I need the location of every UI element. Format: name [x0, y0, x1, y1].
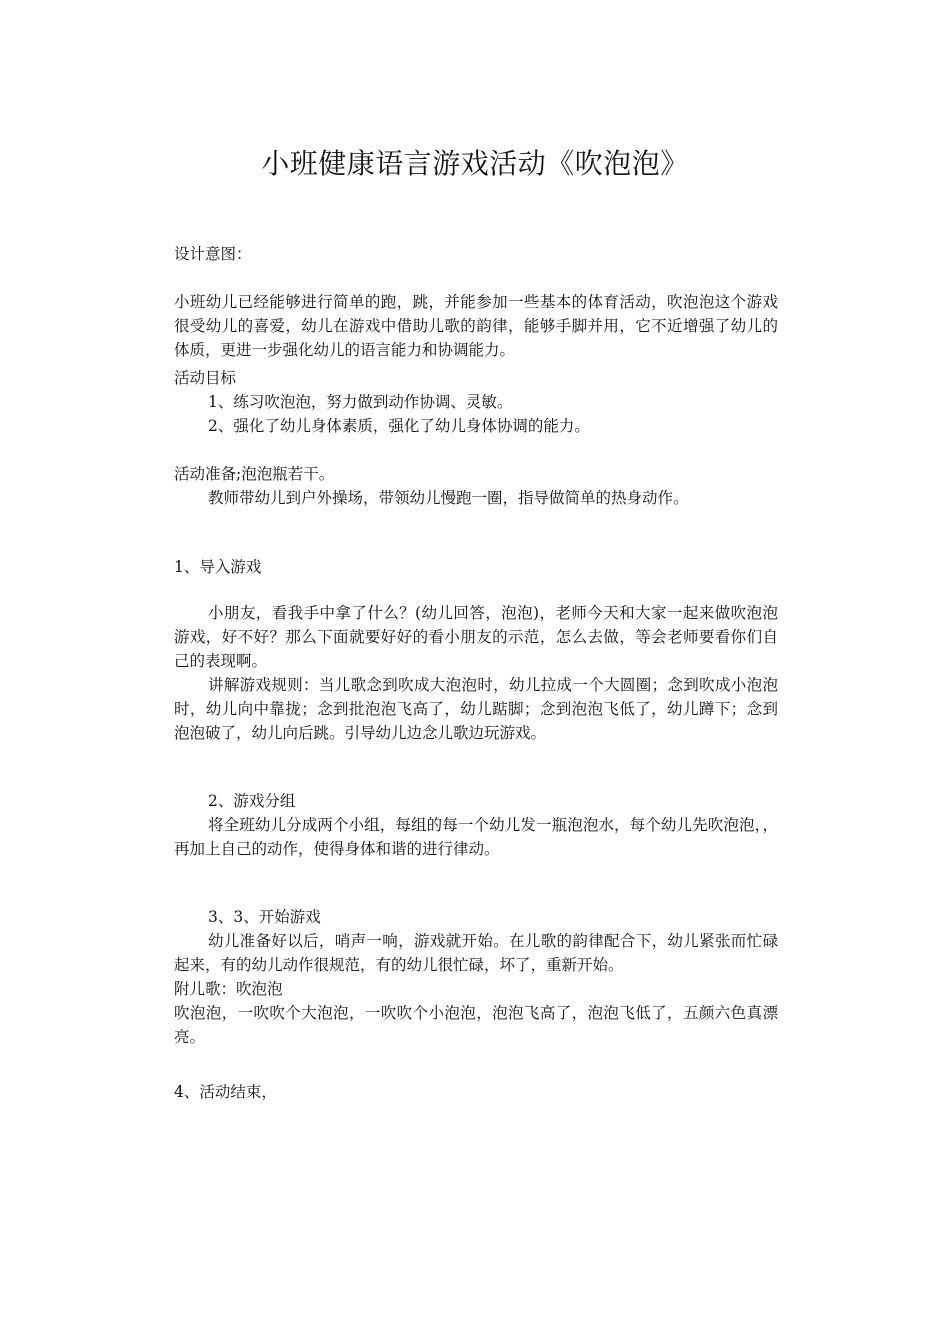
section-heading-intro: 1、导入游戏	[174, 558, 262, 576]
preparation-line: 活动准备;泡泡瓶若干。	[174, 465, 335, 483]
song-heading: 附儿歌：吹泡泡	[174, 980, 283, 998]
goals-heading: 活动目标	[174, 369, 237, 387]
song-lyrics: 吹泡泡，一吹吹个大泡泡，一吹吹个小泡泡，泡泡飞高了，泡泡飞低了，五颜六色真漂亮。	[174, 1004, 778, 1046]
intro-paragraph: 小朋友，看我手中拿了什么？(幼儿回答，泡泡)，老师今天和大家一起来做吹泡泡游戏，好不好？那么下面就要好好的看小朋友的示范，怎么去做，等会老师要看你们自己的表现啊。	[174, 604, 778, 670]
section-heading-end: 4、活动结束，	[174, 1083, 277, 1101]
document-title: 小班健康语言游戏活动《吹泡泡》	[261, 147, 689, 180]
design-intent-paragraph: 小班幼儿已经能够进行简单的跑，跳，并能参加一些基本的体育活动，吹泡泡这个游戏很受幼儿的喜爱，幼儿在游戏中借助儿歌的韵律，能够手脚并用，它不近增强了幼儿的体质，更进一步强化幼儿的语言能力和协调能力。	[174, 293, 778, 359]
design-intent-heading: 设计意图：	[174, 245, 252, 263]
start-paragraph: 幼儿准备好以后，哨声一响，游戏就开始。在儿歌的韵律配合下，幼儿紧张而忙碌起来，有的幼儿动作很规范，有的幼儿很忙碌，坏了，重新开始。	[174, 932, 778, 974]
rules-paragraph: 讲解游戏规则：当儿歌念到吹成大泡泡时，幼儿拉成一个大圆圈；念到吹成小泡泡时，幼儿向中靠拢；念到批泡泡飞高了，幼儿踮脚；念到泡泡飞低了，幼儿蹲下；念到泡泡破了，幼儿向后跳。引导幼儿边念儿歌边玩游戏。	[174, 676, 778, 742]
section-heading-grouping: 2、游戏分组	[208, 792, 296, 810]
goal-item: 2、强化了幼儿身体素质，强化了幼儿身体协调的能力。	[208, 417, 590, 435]
warmup-paragraph: 教师带幼儿到户外操场，带领幼儿慢跑一圈，指导做简单的热身动作。	[208, 489, 689, 507]
grouping-paragraph: 将全班幼儿分成两个小组，每组的每一个幼儿发一瓶泡泡水，每个幼儿先吹泡泡，，再加上自己的动作，使得身体和谐的进行律动。	[174, 816, 778, 858]
goal-item: 1、练习吹泡泡，努力做到动作协调、灵敏。	[208, 393, 513, 411]
section-heading-start: 3、3、开始游戏	[208, 908, 321, 926]
